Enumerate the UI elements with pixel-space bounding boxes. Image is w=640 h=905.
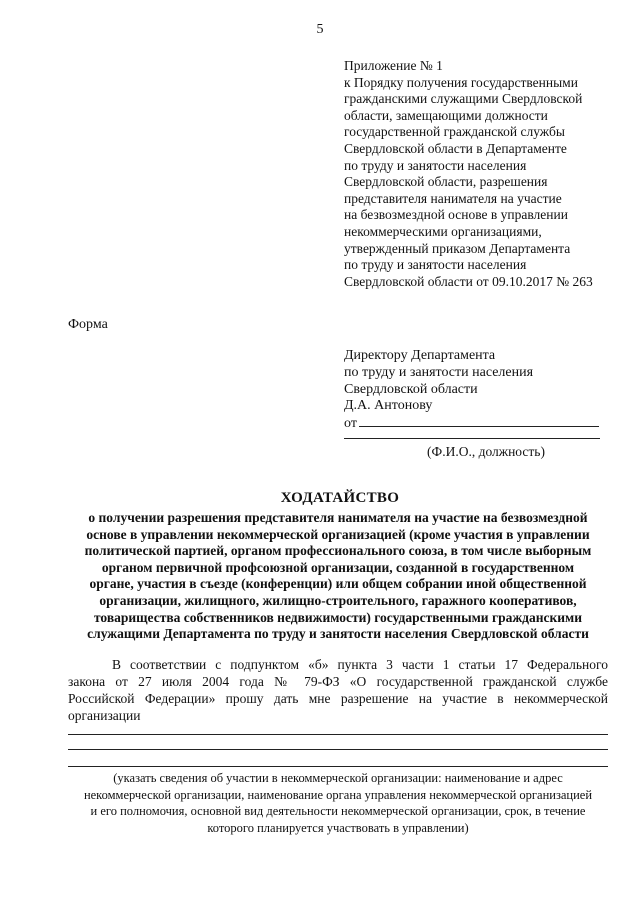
subtitle-line: организации, жилищного, жилищно-строительного, гаражного кооперативов, xyxy=(99,592,577,608)
appendix-line: некоммерческими организациями, xyxy=(344,223,542,239)
body-line: организации xyxy=(68,707,141,723)
appendix-line: по труду и занятости населения xyxy=(344,257,527,273)
appendix-line: области, замещающими должности xyxy=(344,107,548,123)
addressee-block xyxy=(344,348,624,433)
fill-instructions xyxy=(68,770,608,836)
signature-caption: (Ф.И.О., должность) xyxy=(427,444,545,459)
document-title: ХОДАТАЙСТВО xyxy=(280,490,400,506)
from-label: от xyxy=(344,416,357,432)
fill-in-line[interactable] xyxy=(68,766,608,767)
appendix-line: представителя нанимателя на участие xyxy=(344,190,562,206)
subtitle-line: органе, участия в съезде (конференции) или общем собрании иной общественной xyxy=(89,576,587,592)
addressee-line: Свердловской области xyxy=(344,381,478,397)
instruction-line: и его полномочия, основной вид деятельности некоммерческой организации, срок, в течение xyxy=(90,804,586,818)
appendix-line: Свердловской области в Департаменте xyxy=(344,140,567,156)
document-subtitle xyxy=(68,510,608,643)
appendix-line: Свердловской области от 09.10.2017 № 263 xyxy=(344,273,593,289)
body-line: Российской Федерации» прошу дать мне разрешение на участие в некоммерческой xyxy=(68,690,608,706)
instruction-line: которого планируется участвовать в управлении) xyxy=(207,820,469,835)
subtitle-line: служащими Департамента по труду и занятости населения Свердловской области xyxy=(87,626,589,642)
subtitle-line: товарищества собственников недвижимости) государственными гражданскими xyxy=(93,609,583,625)
body-line: закона от 27 июля 2004 года № 79-ФЗ «О государственной гражданской службе xyxy=(68,673,608,689)
appendix-line: Приложение № 1 xyxy=(344,58,443,73)
signature-line[interactable] xyxy=(344,438,600,439)
fill-in-line[interactable] xyxy=(68,734,608,735)
addressee-line: Директору Департамента xyxy=(344,348,496,363)
appendix-line: на безвозмездной основе в управлении xyxy=(344,207,568,223)
body-paragraph xyxy=(68,657,608,725)
subtitle-line: политической партией, органом профессионального союза, в том числе выборным xyxy=(84,543,592,559)
subtitle-line: о получении разрешения представителя нанимателя на участие на безвозмездной xyxy=(88,510,588,525)
appendix-line: по труду и занятости населения xyxy=(344,157,527,173)
addressee-line: по труду и занятости населения xyxy=(344,364,534,380)
from-input-line[interactable] xyxy=(359,415,599,427)
appendix-line: Свердловской области, разрешения xyxy=(344,174,548,190)
appendix-line: гражданскими служащими Свердловской xyxy=(344,91,583,107)
form-label: Форма xyxy=(68,317,108,332)
body-line: В соответствии с подпунктом «б» пункта 3 части 1 статьи 17 Федерального xyxy=(112,657,608,672)
instruction-line: (указать сведения об участии в некоммерческой организации: наименование и адрес xyxy=(113,771,563,785)
appendix-block xyxy=(344,58,634,290)
subtitle-line: органом первичной профсоюзной организации, созданной в государственном xyxy=(101,559,575,575)
from-row xyxy=(344,415,624,433)
appendix-line: к Порядку получения государственными xyxy=(344,74,578,90)
appendix-line: утвержденный приказом Департамента xyxy=(344,240,571,256)
fill-in-line[interactable] xyxy=(68,749,608,750)
subtitle-line: основе в управлении некоммерческой организацией (кроме участия в управлении xyxy=(86,526,590,542)
addressee-line: Д.А. Антонову xyxy=(344,398,433,414)
page-number: 5 xyxy=(316,22,324,37)
instruction-line: некоммерческой организации, наименование органа управления некоммерческой организацией xyxy=(83,787,593,802)
appendix-line: государственной гражданской службы xyxy=(344,124,565,140)
